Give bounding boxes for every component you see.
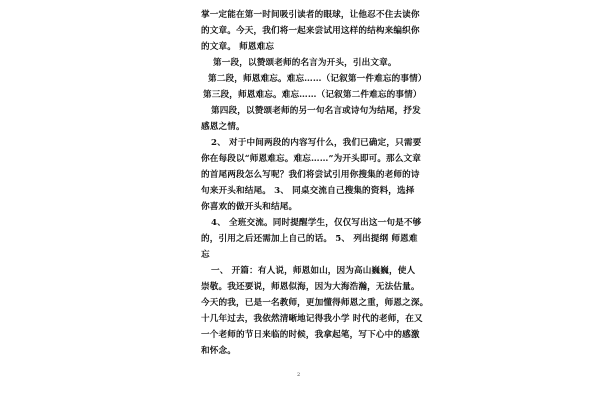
text-line: 一、 开篇：有人说，师恩如山，因为高山巍巍，使人: [211, 266, 416, 276]
text-line: 的文章。今天，我们将一起来尝试用这样的结构来编织你: [201, 26, 420, 36]
text-line: 的文章。 师恩难忘: [201, 42, 275, 52]
text-line: 今天的我，已是一名教师，更加懂得师恩之重，师恩之深。: [201, 298, 429, 308]
text-line: 第二段，师恩难忘。难忘……（记叙第一件难忘的事情）: [208, 74, 427, 84]
text-line: 你在每段以“师恩难忘。难忘……”为开头即可。那么文章: [201, 154, 422, 164]
text-line: 一个老师的节日来临的时候，我拿起笔，写下心中的感激: [201, 330, 420, 340]
text-line: 句来开头和结尾。 3、 同桌交流自己搜集的资料，选择: [201, 186, 415, 196]
text-line: 掌一定能在第一时间吸引读者的眼球，让他忍不住去读你: [201, 10, 420, 20]
text-line: 第四段，以赞颂老师的另一句名言或诗句为结尾，抒发: [211, 106, 421, 116]
text-line: 感恩之情。: [201, 122, 245, 132]
text-line: 2、 对于中间两段的内容写什么，我们已确定，只需要: [211, 138, 422, 148]
text-line: 忘: [201, 250, 210, 260]
text-line: 崇敬。我还要说，师恩似海，因为大海浩瀚，无法估量。: [201, 282, 420, 292]
text-line: 和怀念。: [201, 346, 236, 356]
text-line: 你喜欢的做开头和结尾。: [201, 202, 298, 212]
text-line: 第三段，师恩难忘。难忘……（记叙第二件难忘的事情）: [203, 90, 422, 100]
text-line: 的首尾两段怎么写呢？我们将尝试引用你搜集的老师的诗: [201, 170, 420, 180]
text-line: 第一段，以赞颂老师的名言为开头，引出文章。: [213, 58, 397, 68]
text-line: 4、 全班交流。同时提醒学生，仅仅写出这一句是不够: [211, 218, 422, 228]
text-line: 的，引用之后还需加上自己的话。 5、 列出提纲 师恩难: [201, 234, 418, 244]
page-number: 2: [297, 372, 301, 378]
text-line: 十几年过去，我依然清晰地记得我小学 时代的老师，在又: [201, 314, 423, 324]
